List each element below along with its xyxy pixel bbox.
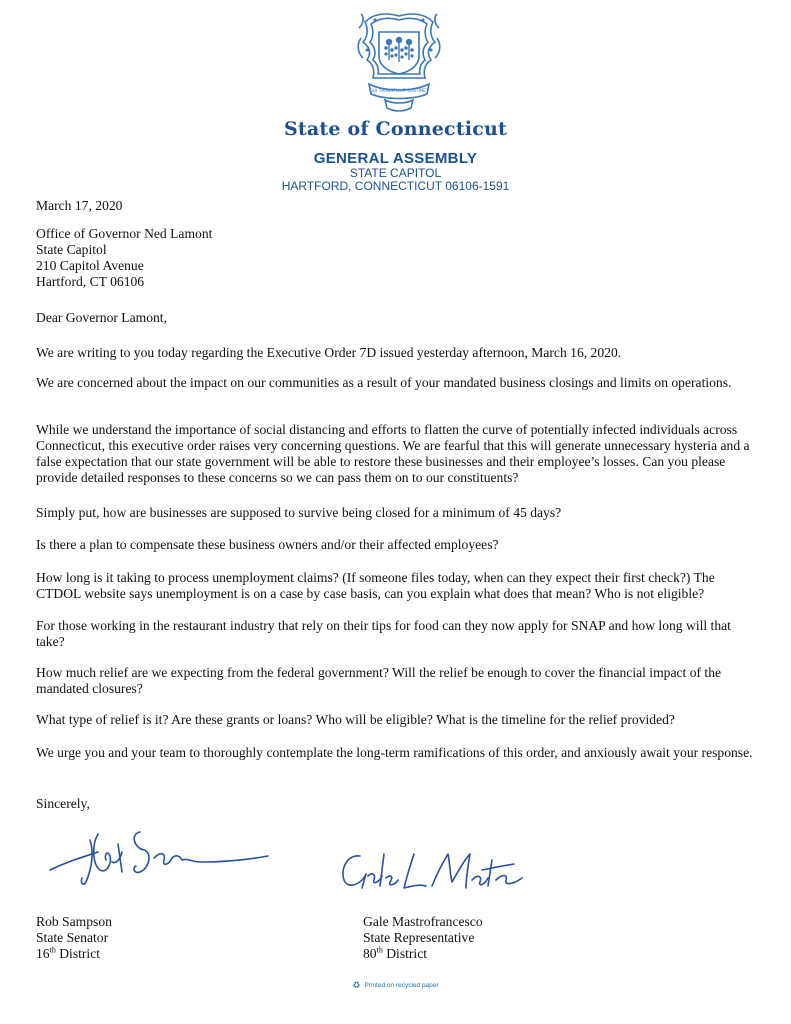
signer-title: State Representative	[363, 930, 475, 945]
body-paragraph: We are writing to you today regarding the Executive Order 7D issued yesterday afternoon, March 16, 2020.	[36, 345, 622, 360]
state-name: State of Connecticut	[284, 118, 507, 140]
state-capitol: STATE CAPITOL	[349, 166, 442, 180]
state-seal-icon	[355, 8, 443, 120]
general-assembly: GENERAL ASSEMBLY	[313, 150, 478, 167]
body-paragraph: Simply put, how are businesses are supposed to survive being closed for a minimum of 45 days?	[36, 505, 562, 520]
body-paragraph: We are concerned about the impact on our communities as a result of your mandated business closings and limits on operations.	[36, 375, 732, 390]
signer-block-representative	[363, 914, 483, 962]
signer-district: 16th District	[36, 945, 101, 961]
signature-rob-sampson	[42, 822, 272, 892]
body-paragraph: While we understand the importance of social distancing and efforts to flatten the curve of potentially infected individuals across Connecticut, this executive order raises very concerning questions. We are fearful that this will generate unnecessary hysteria and a false expectation that our state government will be able to restore these businesses and their employee’s losses. Can you please provide detailed responses to these concerns so we can pass them on to our constituents?	[36, 422, 750, 485]
seal-motto: QUI TRANSTULIT SUSTINET	[369, 89, 429, 94]
body-paragraph: How much relief are we expecting from the federal government? Will the relief be enough to cover the financial impact of the mandated closures?	[36, 665, 722, 696]
recipient-line: 210 Capitol Avenue	[36, 258, 144, 273]
body-paragraph: How long is it taking to process unemployment claims? (If someone files today, when can they expect their first check?) The CTDOL website says unemployment is on a case by case basis, can you explain what does that mean? Who is not eligible?	[36, 570, 715, 601]
letter-date: March 17, 2020	[36, 198, 123, 213]
closing: Sincerely,	[36, 796, 90, 811]
body-paragraph: Is there a plan to compensate these business owners and/or their affected employees?	[36, 537, 499, 552]
recipient-block	[36, 226, 756, 290]
recipient-line: State Capitol	[36, 242, 107, 257]
signer-block-senator	[36, 914, 112, 962]
recycle-icon: ♻	[352, 980, 361, 990]
letterhead-address: HARTFORD, CONNECTICUT 06106-1591	[281, 179, 510, 193]
recycled-paper-note: ♻ Printed on recycled paper	[352, 980, 439, 990]
body-paragraph: What type of relief is it? Are these grants or loans? Who will be eligible? What is the timeline for the relief provided?	[36, 712, 675, 727]
recipient-line: Hartford, CT 06106	[36, 274, 145, 289]
signer-name: Gale Mastrofrancesco	[363, 914, 483, 929]
signature-gale-mastrofrancesco	[332, 846, 542, 898]
body-paragraph: For those working in the restaurant industry that rely on their tips for food can they now apply for SNAP and how long will that take?	[36, 618, 731, 649]
salutation: Dear Governor Lamont,	[36, 310, 167, 325]
body-paragraph: We urge you and your team to thoroughly contemplate the long-term ramifications of this order, and anxiously await your response.	[36, 745, 753, 760]
signer-title: State Senator	[36, 930, 109, 945]
recipient-line: Office of Governor Ned Lamont	[36, 226, 213, 241]
signer-name: Rob Sampson	[36, 914, 112, 929]
signer-district: 80th District	[363, 945, 428, 961]
